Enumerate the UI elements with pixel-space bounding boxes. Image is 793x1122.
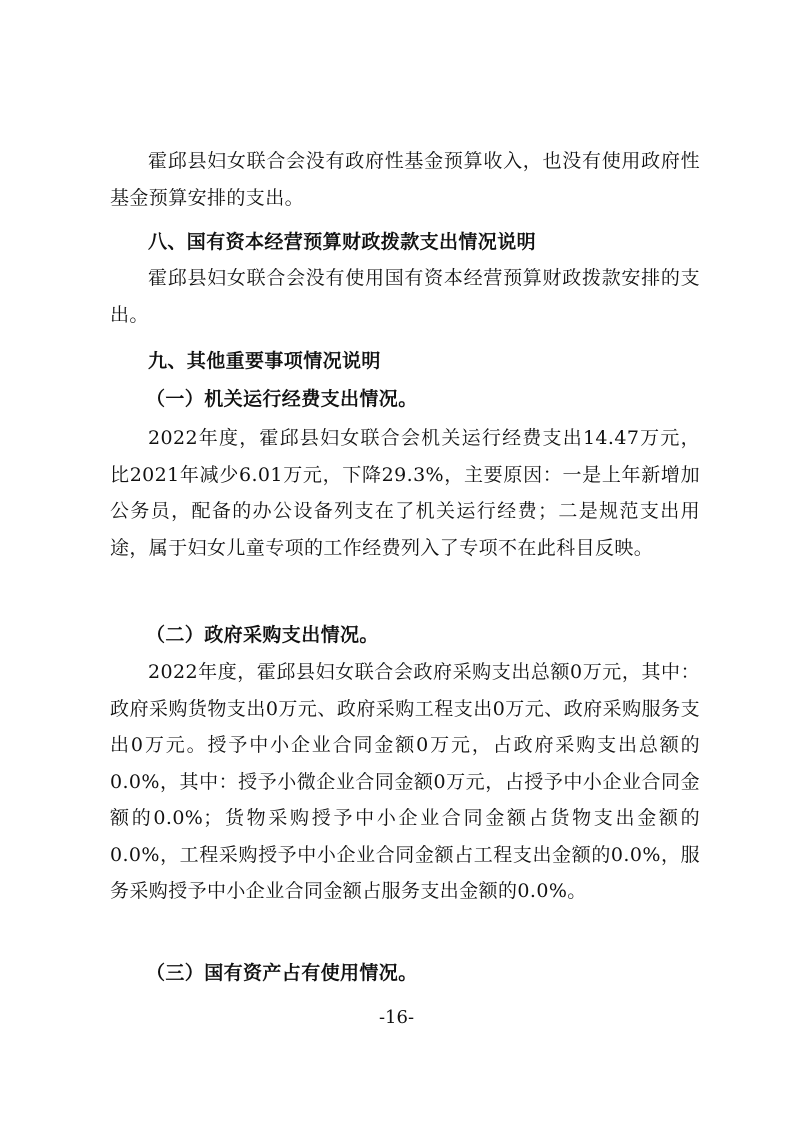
section-heading-9: 九、其他重要事项情况说明 <box>148 350 381 372</box>
sub-heading-operating-expenses: （一）机关运行经费支出情况。 <box>146 388 418 410</box>
paragraph-state-capital: 霍邱县妇女联合会没有使用国有资本经营预算财政拨款安排的支出。 <box>110 267 700 326</box>
section-heading-8: 八、国有资本经营预算财政拨款支出情况说明 <box>148 231 537 253</box>
sub-heading-state-assets: （三）国有资产占有使用情况。 <box>146 962 418 984</box>
page-number: -16- <box>378 1007 415 1028</box>
paragraph-operating-expenses: 2022年度，霍邱县妇女联合会机关运行经费支出14.47万元，比2021年减少6.01万元，下降29.3%，主要原因：一是上年新增加公务员，配备的办公设备列支在了机关运行经费；二是规范支出用途，属于妇女儿童专项的工作经费列入了专项不在此科目反映。 <box>110 427 700 559</box>
sub-heading-procurement: （二）政府采购支出情况。 <box>146 624 379 646</box>
paragraph-government-fund: 霍邱县妇女联合会没有政府性基金预算收入，也没有使用政府性基金预算安排的支出。 <box>110 150 700 209</box>
paragraph-procurement: 2022年度，霍邱县妇女联合会政府采购支出总额0万元，其中：政府采购货物支出0万元、政府采购工程支出0万元、政府采购服务支出0万元。授予中小企业合同金额0万元，占政府采购支出总额的0.0%，其中：授予小微企业合同金额0万元，占授予中小企业合同金额的0.0%；货物采购授予中小企业合同金额占货物支出金额的0.0%，工程采购授予中小企业合同金额占工程支出金额的0.0%，服务采购授予中小企业合同金额占服务支出金额的0.0%。 <box>110 661 700 902</box>
